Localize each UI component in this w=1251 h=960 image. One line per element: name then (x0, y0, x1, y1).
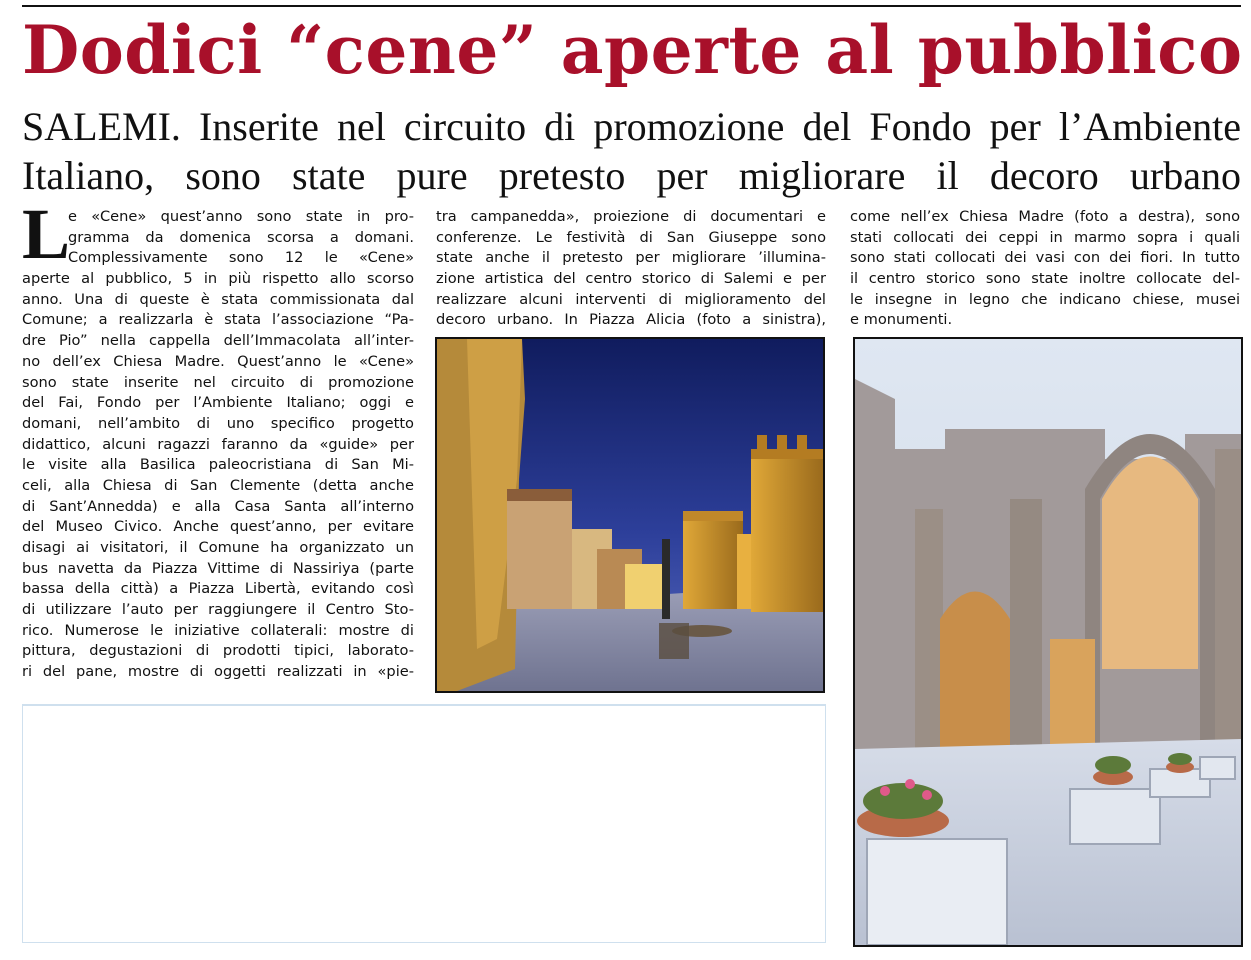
empty-ad-box (22, 704, 826, 943)
text-line: conferenze. Le festività di San Giuseppe sono (436, 228, 826, 246)
text-line: bassa della città) a Piazza Libertà, evitando così (22, 580, 414, 598)
text-line: le insegne in legno che indicano chiese, musei (850, 290, 1240, 308)
text-line: e monumenti. (850, 311, 953, 329)
text-line: zione artistica del centro storico di Salemi e per (436, 270, 826, 288)
text-line: no dell’ex Chiesa Madre. Quest’anno le «Cene» (22, 352, 414, 370)
text-line: di utilizzare l’auto per raggiungere il Centro Sto- (22, 601, 414, 619)
headline: Dodici “cene” aperte al pubblico (22, 11, 1243, 89)
top-rule (22, 5, 1241, 7)
text-line: didattico, alcuni ragazzi faranno da «guide» per (22, 435, 414, 453)
photo-ex-chiesa-madre (853, 337, 1243, 947)
text-line: dre Pio” nella cappella dell’Immacolata all’inter- (22, 332, 414, 350)
text-line: sono stati collocati dei vasi con dei fiori. In tutto (850, 249, 1240, 267)
text-line: e «Cene» quest’anno sono state in pro- (68, 208, 414, 225)
text-line: di Sant’Annedda) e alla Casa Santa all’interno (22, 497, 414, 515)
subheadline-line: Italiano, sono state pure pretesto per migliorare il decoro urbano (22, 153, 1241, 198)
text-line: state anche il pretesto per migliorare ’illumina- (436, 249, 826, 267)
text-line: celi, alla Chiesa di San Clemente (detta anche (22, 476, 414, 494)
text-line: rico. Numerose le iniziative collaterali: mostre di (22, 621, 414, 639)
text-line: domani, nell’ambito di uno specifico progetto (22, 414, 414, 432)
text-line: gramma da domenica scorsa a domani. (68, 228, 414, 246)
text-line: bus navetta da Piazza Vittime di Nassiriya (parte (22, 559, 414, 577)
subheadline (22, 102, 1241, 200)
subheadline-line: SALEMI. Inserite nel circuito di promozione del Fondo per l’Ambiente (22, 104, 1241, 149)
article-column-3 (850, 207, 1240, 331)
text-line: decoro urbano. In Piazza Alicia (foto a sinistra), (436, 311, 826, 329)
text-line: come nell’ex Chiesa Madre (foto a destra), sono (850, 208, 1240, 225)
text-line: pittura, degustazioni di prodotti tipici, laborato- (22, 642, 414, 660)
photo-piazza-alicia-image (437, 339, 823, 691)
text-line: disagi ai visitatori, il Comune ha organizzato un (22, 539, 414, 556)
drop-cap: L (22, 194, 71, 274)
text-line: del Museo Civico. Anche quest’anno, per evitare (22, 518, 414, 536)
text-line: stati collocati dei ceppi in marmo sopra i quali (850, 228, 1240, 246)
text-line: tra campanedda», proiezione di documentari e (436, 208, 826, 225)
article-column-2 (436, 207, 826, 331)
text-line: Comune; a realizzarla è stata l’associazione “Pa- (22, 311, 414, 329)
article-column-1 (22, 207, 414, 683)
text-line: il centro storico sono state inoltre collocate del- (850, 270, 1240, 288)
text-line: Complessivamente sono 12 le «Cene» (68, 249, 414, 267)
text-line: del Fai, Fondo per l’Ambiente Italiano; oggi e (22, 394, 414, 412)
photo-piazza-alicia (435, 337, 825, 693)
text-line: realizzare alcuni interventi di miglioramento del (436, 290, 826, 308)
text-line: anno. Una di queste è stata commissionata dal (22, 290, 414, 308)
text-line: le visite alla Basilica paleocristiana di San Mi- (22, 456, 414, 474)
text-line: sono state inserite nel circuito di promozione (22, 373, 414, 391)
photo-ex-chiesa-madre-image (855, 339, 1241, 945)
text-line: aperte al pubblico, 5 in più rispetto allo scorso (22, 270, 414, 288)
text-line: ri del pane, mostre di oggetti realizzati in «pie- (22, 663, 414, 681)
